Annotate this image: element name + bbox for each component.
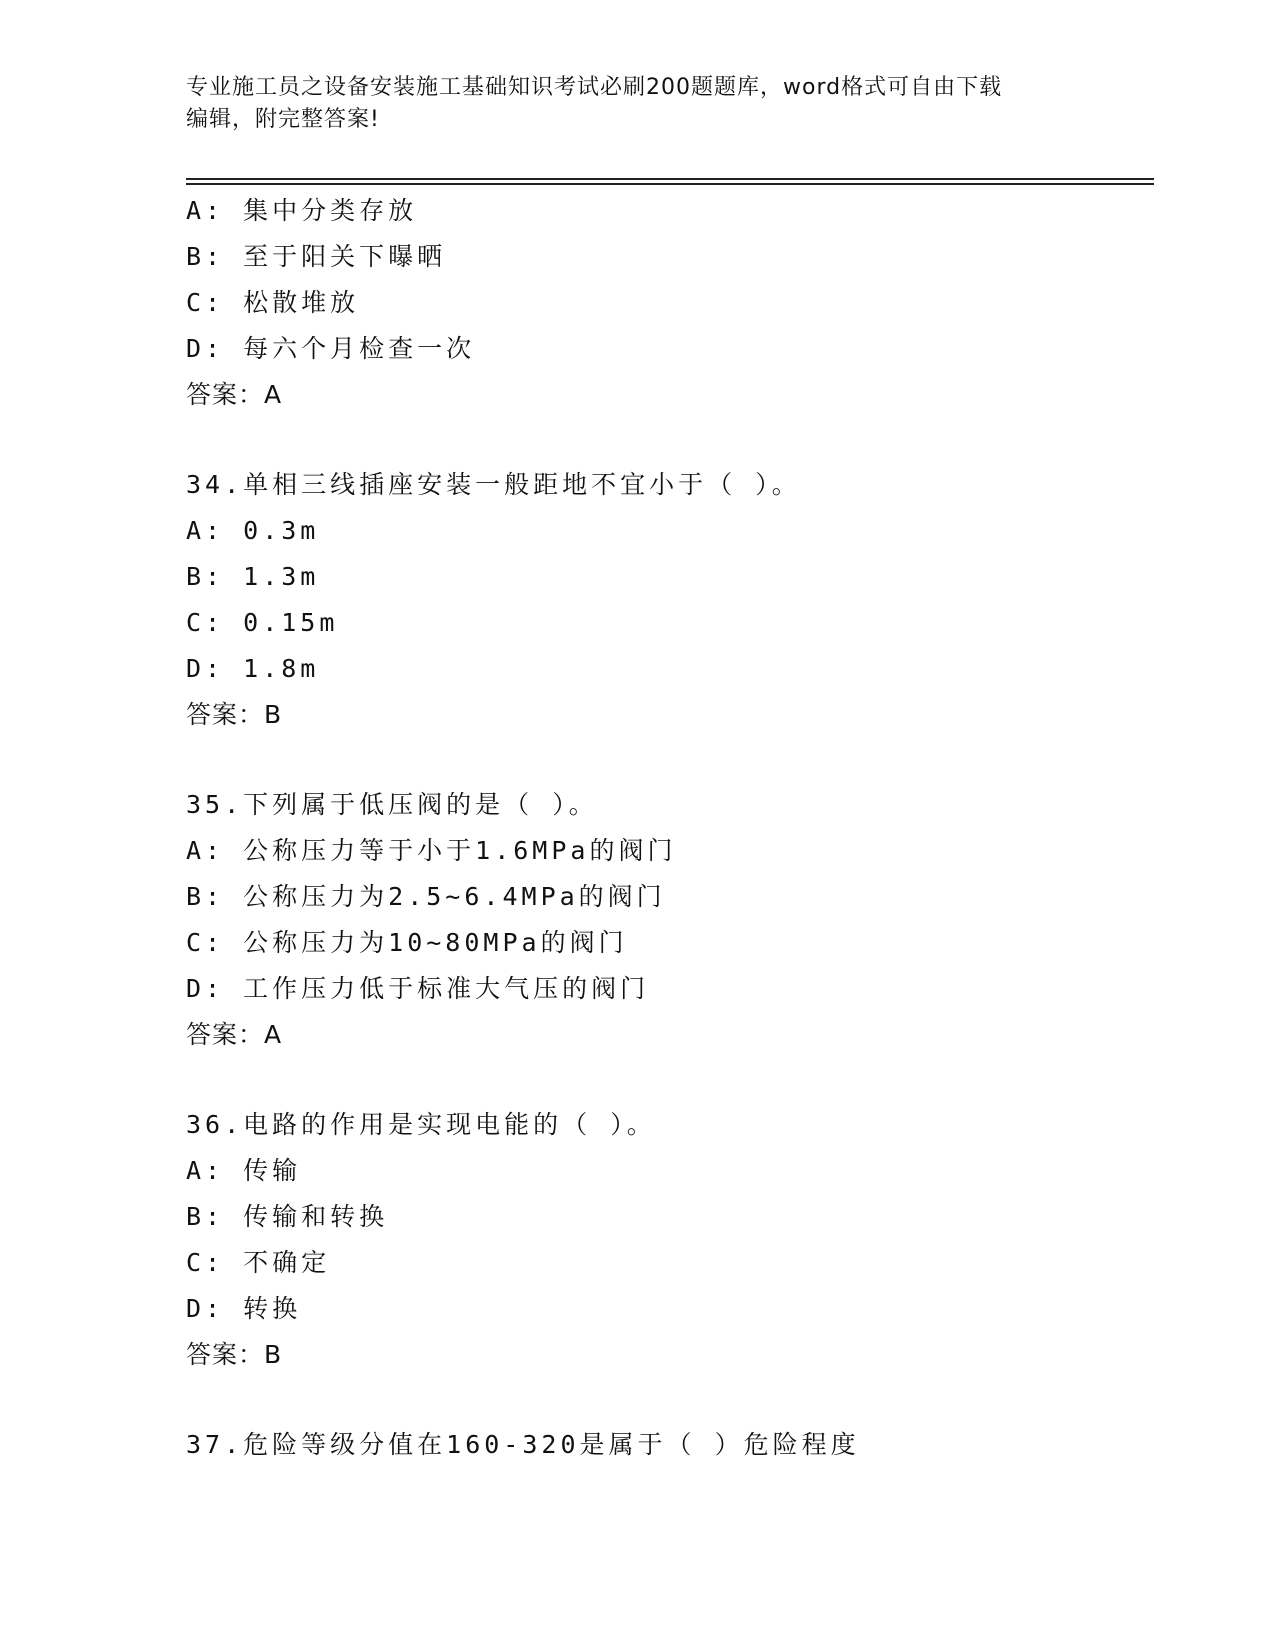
option-b: B: 至于阳关下曝晒 [186,242,447,271]
question-33-partial [186,188,1154,418]
header-line-1: 专业施工员之设备安装施工基础知识考试必刷200题题库，word格式可自由下载 [186,75,1003,100]
option-d: D: 每六个月检查一次 [186,334,476,363]
header-divider-bottom [186,183,1154,185]
option-c: C: 不确定 [186,1248,331,1277]
option-c: C: 松散堆放 [186,288,360,317]
question-list [186,188,1154,1512]
answer: 答案：A [186,1020,283,1049]
option-d: D: 1.8m [186,654,320,683]
question-34 [186,462,1154,738]
option-b: B: 1.3m [186,562,320,591]
document-header [186,72,1086,136]
question-37 [186,1422,1154,1468]
option-b: B: 传输和转换 [186,1202,389,1231]
answer: 答案：A [186,380,283,409]
option-a: A: 0.3m [186,516,320,545]
option-d: D: 工作压力低于标准大气压的阀门 [186,974,650,1003]
question-36 [186,1102,1154,1378]
answer: 答案：B [186,700,283,729]
question-stem: 36.电路的作用是实现电能的（ ）。 [186,1110,656,1139]
question-35 [186,782,1154,1058]
option-a: A: 公称压力等于小于1.6MPa的阀门 [186,836,677,865]
option-a: A: 集中分类存放 [186,196,418,225]
header-divider-top [186,178,1154,180]
question-stem: 35.下列属于低压阀的是（ ）。 [186,790,598,819]
question-stem: 37.危险等级分值在160-320是属于（ ）危险程度 [186,1430,860,1459]
option-b: B: 公称压力为2.5~6.4MPa的阀门 [186,882,666,911]
question-stem: 34.单相三线插座安装一般距地不宜小于（ ）。 [186,470,801,499]
option-c: C: 公称压力为10~80MPa的阀门 [186,928,628,957]
header-line-2: 编辑，附完整答案! [186,107,380,132]
option-a: A: 传输 [186,1156,302,1185]
answer: 答案：B [186,1340,283,1369]
option-c: C: 0.15m [186,608,339,637]
option-d: D: 转换 [186,1294,302,1323]
